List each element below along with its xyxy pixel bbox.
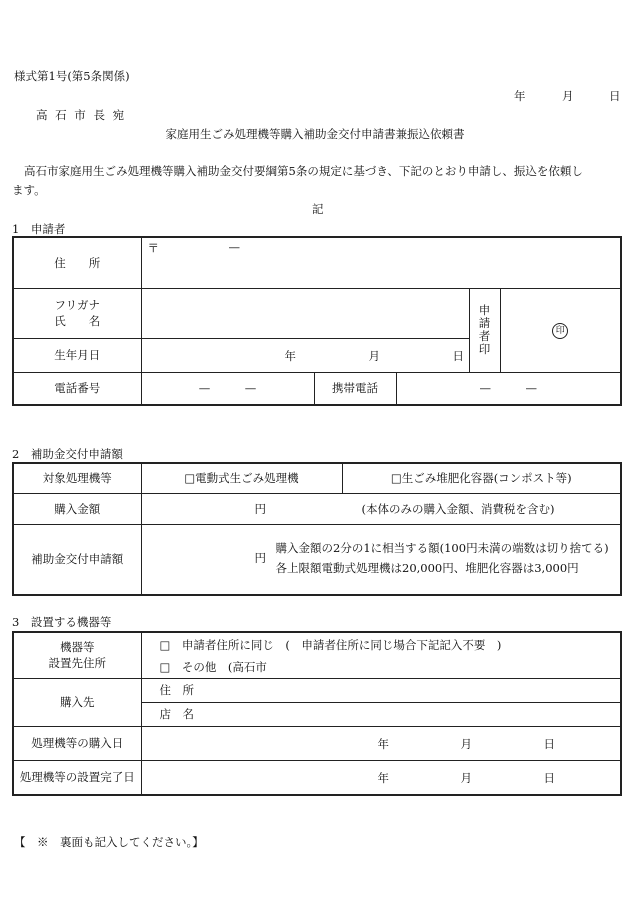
install-date-label: 処理機等の設置完了日 xyxy=(13,760,141,795)
device-table xyxy=(12,631,622,796)
address-label: 住 所 xyxy=(13,237,141,288)
postal-dash: — xyxy=(228,240,240,254)
document-title: 家庭用生ごみ処理機等購入補助金交付申請書兼振込依頼書 xyxy=(165,127,465,141)
location-opt-other-cell[interactable] xyxy=(141,656,621,678)
vendor-shop-field[interactable] xyxy=(141,702,621,726)
section3-heading: 3 設置する機器等 xyxy=(12,615,112,629)
location-label xyxy=(13,632,141,678)
birth-year: 年 xyxy=(284,348,296,363)
addressee: 高 石 市 長 宛 xyxy=(36,108,127,122)
grant-yen: 円 xyxy=(254,550,266,565)
location-opt-same-cell[interactable] xyxy=(141,632,621,656)
seal-icon: 印 xyxy=(552,323,568,339)
purchase-label: 購入金額 xyxy=(13,493,141,524)
target-label: 対象処理機等 xyxy=(13,463,141,493)
postal-mark: 〒 xyxy=(147,241,159,255)
location-opt-other[interactable]: □ その他 (高石市 xyxy=(159,659,267,674)
location-opt-same[interactable]: □ 申請者住所に同じ ( 申請者住所に同じ場合下記記入不要 ) xyxy=(159,637,502,652)
purchase-date-year: 年 xyxy=(377,736,389,751)
mobile-field[interactable]: — — xyxy=(396,372,621,405)
form-number: 様式第1号(第5条関係) xyxy=(14,69,130,83)
grant-note-2: 各上限額電動式処理機は20,000円、堆肥化容器は3,000円 xyxy=(275,560,579,575)
date-month: 月 xyxy=(562,89,574,103)
date-day: 日 xyxy=(609,89,621,103)
vendor-address-label: 住 所 xyxy=(159,683,194,697)
intro-text-line2: ます。 xyxy=(12,183,46,197)
grant-field[interactable] xyxy=(141,524,621,595)
grant-table xyxy=(12,462,622,596)
birth-label: 生年月日 xyxy=(13,338,141,372)
purchase-date-label: 処理機等の購入日 xyxy=(13,726,141,760)
location-label-line1: 機器等 xyxy=(60,640,95,655)
furigana-label: フリガナ xyxy=(54,298,100,312)
name-label-cell xyxy=(13,288,141,338)
vendor-label: 購入先 xyxy=(13,678,141,726)
intro-text-line1: 高石市家庭用生ごみ処理機等購入補助金交付要綱第5条の規定に基づき、下記のとおり申請し、振込を依頼し xyxy=(24,164,583,178)
install-date-field[interactable] xyxy=(141,760,621,795)
option-electric[interactable]: □電動式生ごみ処理機 xyxy=(141,463,342,493)
install-date-month: 月 xyxy=(460,770,472,785)
ki-mark: 記 xyxy=(312,202,324,216)
option-compost[interactable]: □生ごみ堆肥化容器(コンポスト等) xyxy=(342,463,621,493)
purchase-date-day: 日 xyxy=(543,736,555,751)
birth-field[interactable] xyxy=(141,338,469,372)
purchase-note: (本体のみの購入金額、消費税を含む) xyxy=(361,501,555,516)
location-label-line2: 設置先住所 xyxy=(48,656,106,671)
name-label: 氏 名 xyxy=(54,314,101,328)
seal-char-4: 印 xyxy=(478,342,491,356)
install-date-year: 年 xyxy=(377,770,389,785)
birth-month: 月 xyxy=(368,348,380,363)
name-field[interactable] xyxy=(141,288,469,338)
footer-note: 【 ※ 裏面も記入してください。】 xyxy=(14,835,204,849)
date-year: 年 xyxy=(514,89,526,103)
grant-label: 補助金交付申請額 xyxy=(13,524,141,595)
grant-note-1: 購入金額の2分の1に相当する額(100円未満の端数は切り捨てる) xyxy=(275,540,609,555)
mobile-label: 携帯電話 xyxy=(314,372,396,405)
applicant-seal-label xyxy=(469,288,500,372)
applicant-table xyxy=(12,236,622,406)
vendor-shop-label: 店 名 xyxy=(159,707,194,721)
seal-char-1: 申 xyxy=(478,303,491,317)
vendor-address-field[interactable] xyxy=(141,678,621,702)
section1-heading: 1 申請者 xyxy=(12,222,66,236)
purchase-yen: 円 xyxy=(254,501,266,516)
birth-day: 日 xyxy=(452,348,464,363)
purchase-date-month: 月 xyxy=(460,736,472,751)
section2-heading: 2 補助金交付申請額 xyxy=(12,447,123,461)
install-date-day: 日 xyxy=(543,770,555,785)
seal-char-2: 請 xyxy=(478,316,491,330)
purchase-date-field[interactable] xyxy=(141,726,621,760)
seal-field[interactable] xyxy=(500,288,621,372)
phone-field[interactable]: — — xyxy=(141,372,314,405)
seal-char-3: 者 xyxy=(478,329,491,343)
purchase-field[interactable] xyxy=(141,493,621,524)
phone-label: 電話番号 xyxy=(13,372,141,405)
address-field[interactable] xyxy=(141,237,621,288)
